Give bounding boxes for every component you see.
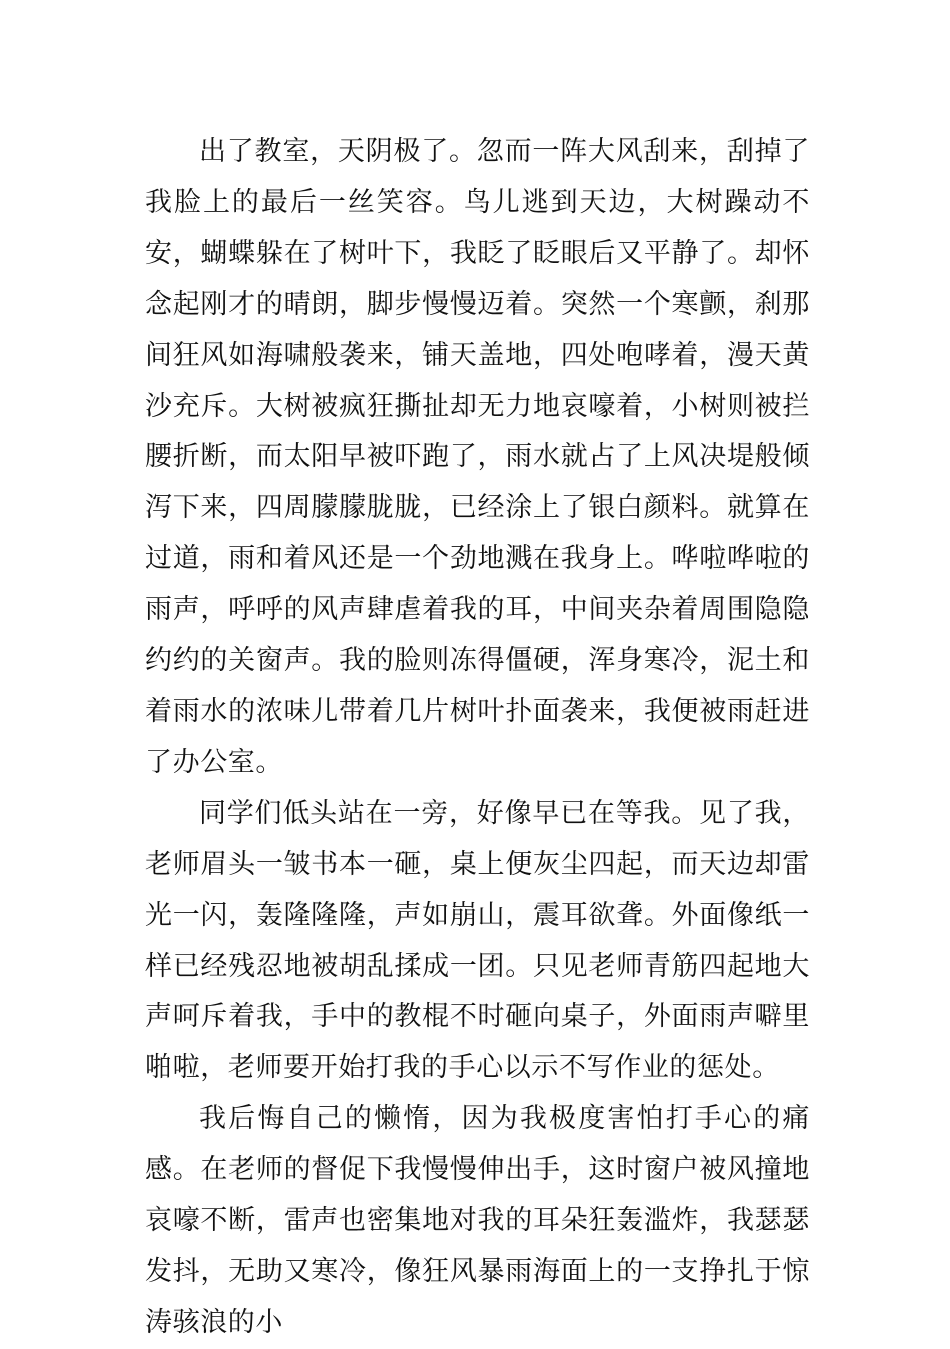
paragraph-3: 我后悔自己的懒惰，因为我极度害怕打手心的痛感。在老师的督促下我慢慢伸出手，这时窗户被风撞地哀嚎不断，雷声也密集地对我的耳朵狂轰滥炸，我瑟瑟发抖，无助又寒冷，像狂风暴雨海面上的一支挣扎于惊涛骇浪的小 [145, 1103, 810, 1338]
paragraph-1: 出了教室，天阴极了。忽而一阵大风刮来，刮掉了我脸上的最后一丝笑容。鸟儿逃到天边，大树躁动不安，蝴蝶躲在了树叶下，我眨了眨眼后又平静了。却怀念起刚才的晴朗，脚步慢慢迈着。突然一个寒颤，刹那间狂风如海啸般袭来，铺天盖地，四处咆哮着，漫天黄沙充斥。大树被疯狂撕扯却无力地哀嚎着，小树则被拦腰折断，而太阳早被吓跑了，雨水就占了上风决堤般倾泻下来，四周朦朦胧胧，已经涂上了银白颜料。就算在过道，雨和着风还是一个劲地溅在我身上。哗啦哗啦的雨声，呼呼的风声肆虐着我的耳，中间夹杂着周围隐隐约约的关窗声。我的脸则冻得僵硬，浑身寒冷，泥土和着雨水的浓味儿带着几片树叶扑面袭来，我便被雨赶进了办公室。 [145, 136, 810, 778]
essay-body [145, 127, 810, 1349]
paragraph-2: 同学们低头站在一旁，好像早已在等我。见了我，老师眉头一皱书本一砸，桌上便灰尘四起，而天边却雷光一闪，轰隆隆隆，声如崩山，震耳欲聋。外面像纸一样已经残忍地被胡乱揉成一团。只见老师青筋四起地大声呵斥着我，手中的教棍不时砸向桌子，外面雨声噼里啪啦，老师要开始打我的手心以示不写作业的惩处。 [145, 797, 810, 1084]
